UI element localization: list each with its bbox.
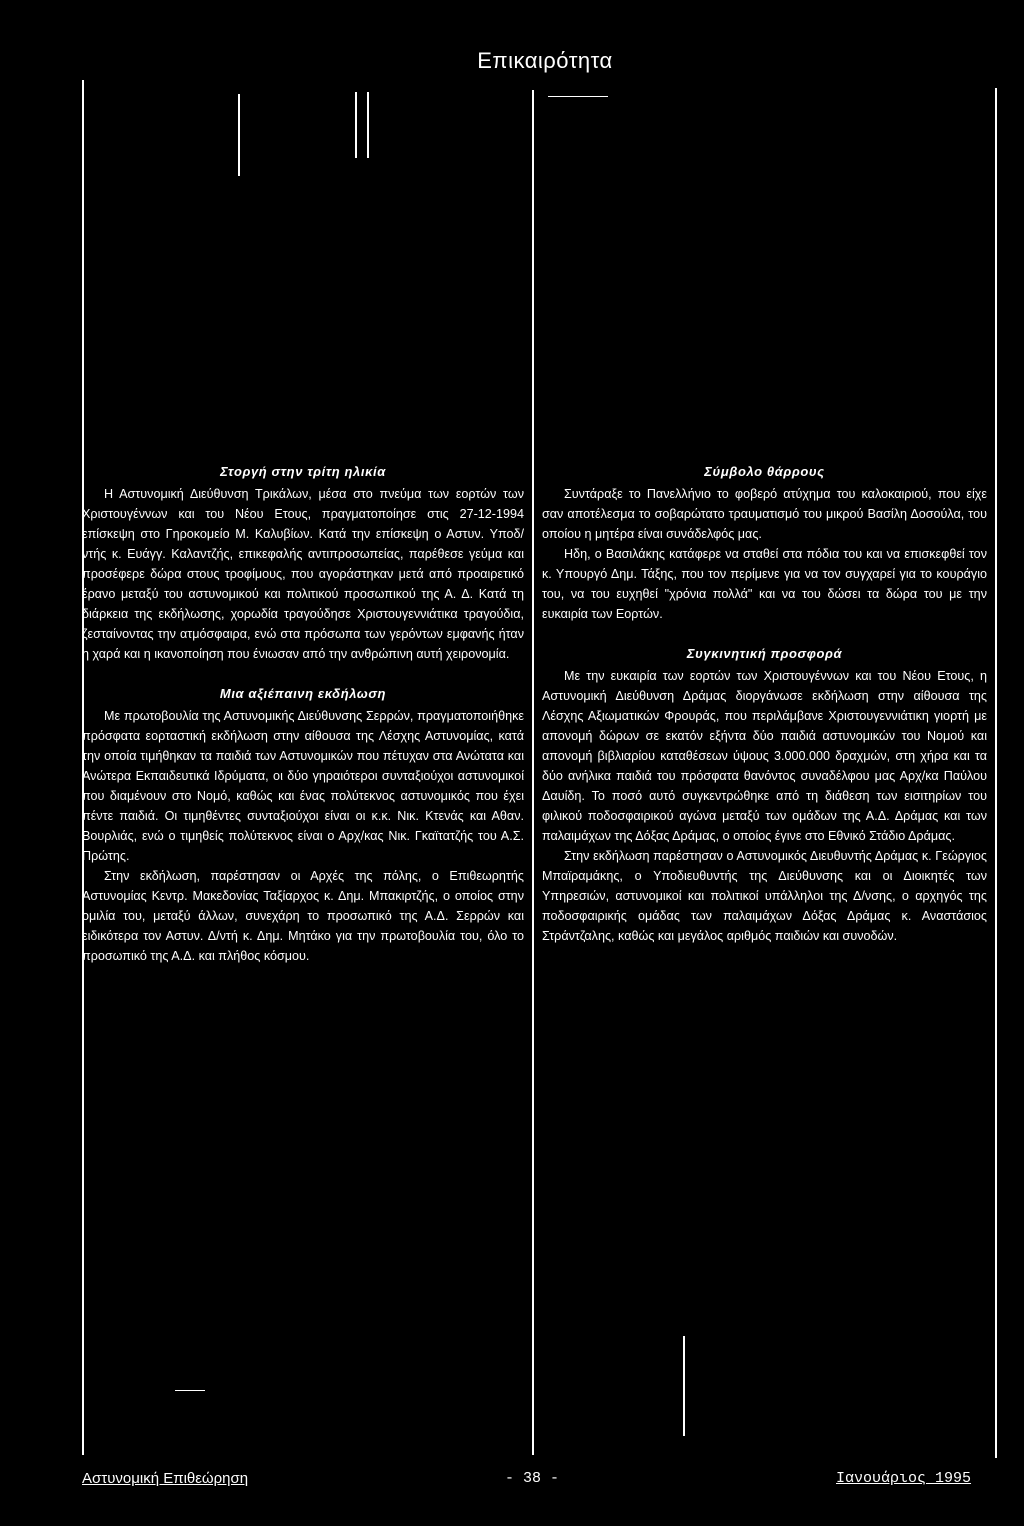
divider-left-mark <box>238 94 240 176</box>
page-number: - 38 - <box>505 1470 560 1487</box>
article-paragraph: Η Αστυνομική Διεύθυνση Τρικάλων, μέσα στο πνεύμα των εορτών των Χριστουγέννων και του Νέου Ετους, πραγματοποίησε στις 27-12-1994 επίσκεψη στο Γηροκομείο Μ. Καλυβίων. Κατά την επίσκεψη ο Αστυν. Υποδ/ντής κ. Ευάγγ. Καλαντζής, επικεφαλής αντιπροσωπείας, παρέθεσε γεύμα και προσέφερε δώρα στους τροφίμους, που αγοράστηκαν μετά από προαιρετικό έρανο μεταξύ του αστυνομικού και πολιτικού προσωπικού της Α. Δ. Κατά τη διάρκεια της εκδήλωσης, χορωδία τραγούδησε Χριστουγεννιάτικα τραγούδια, ζεσταίνοντας την ατμόσφαιρα, ενώ στα πρόσωπα των γερόντων εμφανής ήταν η χαρά και η ικανοποίηση που ένιωσαν από την ανθρώπινη αυτή χειρονομία. <box>82 487 524 661</box>
divider-bottom-mark <box>683 1336 685 1436</box>
divider-bottom-short <box>175 1390 205 1391</box>
divider-right-outer <box>995 88 997 1458</box>
article-title: Μια αξιέπαινη εκδήλωση <box>219 686 387 701</box>
divider-center <box>532 90 534 1455</box>
divider-double-a <box>355 92 357 158</box>
footer-publication: Αστυνομική Επιθεώρηση <box>82 1470 249 1487</box>
article-paragraph: Ηδη, ο Βασιλάκης κατάφερε να σταθεί στα πόδια του και να επισκεφθεί τον κ. Υπουργό Δημ. Τάξης, που τον περίμενε για να τον συγχαρεί για το κουράγιο του, να του ευχηθεί "χρόνια πολλά" και να του δώσει τα δώρα του με την ευκαιρία των Εορτών. <box>542 547 987 621</box>
article-paragraph: Στην εκδήλωση παρέστησαν ο Αστυνομικός Διευθυντής Δράμας κ. Γεώργιος Μπαϊραμάκης, ο Υποδιευθυντής της Διεύθυνσης και οι Διοικητές των Υπηρεσιών, αστυνομικοί και πολιτικοί υπάλληλοι της Δ/νσης, ο αρχηγός της ποδοσφαιρικής ομάδας των παλαιμάχων Δόξας Δράμας κ. Αναστάσιος Στράντζαλης, καθώς και μεγάλος αριθμός παιδιών και συνοδών. <box>542 849 987 943</box>
article-paragraph: Με την ευκαιρία των εορτών των Χριστουγέννων και του Νέου Ετους, η Αστυνομική Διεύθυνση Δράμας διοργάνωσε εκδήλωση στην αίθουσα της Λέσχης Αξιωματικών Φρουράς, που περιλάμβανε Χριστουγεννιάτικη γιορτή με απονομή δώρων σε εκατόν εξήντα δύο παιδιά αστυνομικών του Νομού και απονομή βιβλιαρίου καταθέσεων ύψους 3.000.000 δραχμών, στη χήρα και τα δύο ανήλικα παιδιά του πρόσφατα θανόντος συναδέλφου μας Αρχ/κα Παύλου Δαυίδη. Το ποσό αυτό συγκεντρώθηκε από τη διάθεση των εισιτηρίων του φιλικού ποδοσφαιρικού αγώνα μεταξύ των ομάδων της Α.Δ. Δράμας και των παλαιμάχων της Δόξας Δράμας, ο οποίος έγινε στο Εθνικό Στάδιο Δράμας. <box>542 669 987 843</box>
article-paragraph: Στην εκδήλωση, παρέστησαν οι Αρχές της πόλης, ο Επιθεωρητής Αστυνομίας Κεντρ. Μακεδονίας Ταξίαρχος κ. Δημ. Μπακιρτζής, ο οποίος στην ομιλία του, μεταξύ άλλων, συνεχάρη το προσωπικό της Α.Δ. Σερρών και ειδικότερα τον Αστυν. Δ/ντή κ. Δημ. Μητάκο για την πρωτοβουλία του, όλο το προσωπικό της Α.Δ. και πλήθος κόσμου. <box>82 869 524 963</box>
article-title: Συγκινητική προσφορά <box>686 646 843 661</box>
article-paragraph: Συντάραξε το Πανελλήνιο το φοβερό ατύχημα του καλοκαιριού, που είχε σαν αποτέλεσμα το σοβαρώτατο τραυματισμό του μικρού Βασίλη Δοσούλα, του οποίου η μητέρα είναι συνάδελφός μας. <box>542 487 987 541</box>
issue-date: Ιανουάριος 1995 <box>836 1470 972 1487</box>
article-column-left <box>82 462 524 966</box>
divider-double-b <box>367 92 369 158</box>
article-column-right <box>542 462 987 946</box>
article-paragraph: Με πρωτοβουλία της Αστυνομικής Διεύθυνσης Σερρών, πραγματοποιήθηκε πρόσφατα εορταστική εκδήλωση στην αίθουσα της Λέσχης Αστυνομίας, κατά την οποία τιμήθηκαν τα παιδιά των Αστυνομικών που πέτυχαν στα Ανώτατα και Ανώτερα Εκπαιδευτικά Ιδρύματα, οι δύο γηραιότεροι συνταξιούχοι αστυνομικοί που διαμένουν στο Νομό, καθώς και ένας πολύτεκνος αστυνομικός που έχει πέντε παιδιά. Οι τιμηθέντες συνταξιούχοι είναι οι κ.κ. Νικ. Κτενάς και Αθαν. Βουρλιάς, ενώ ο τιμηθείς πολύτεκνος είναι ο Αρχ/κας Νικ. Γκαϊτατζής του Α.Σ. Πρώτης. <box>82 709 524 863</box>
section-header: Επικαιρότητα <box>477 48 613 73</box>
article-title: Στοργή στην τρίτη ηλικία <box>220 464 386 479</box>
article-title: Σύμβολο θάρρους <box>704 464 825 479</box>
divider-top-short <box>548 96 608 97</box>
